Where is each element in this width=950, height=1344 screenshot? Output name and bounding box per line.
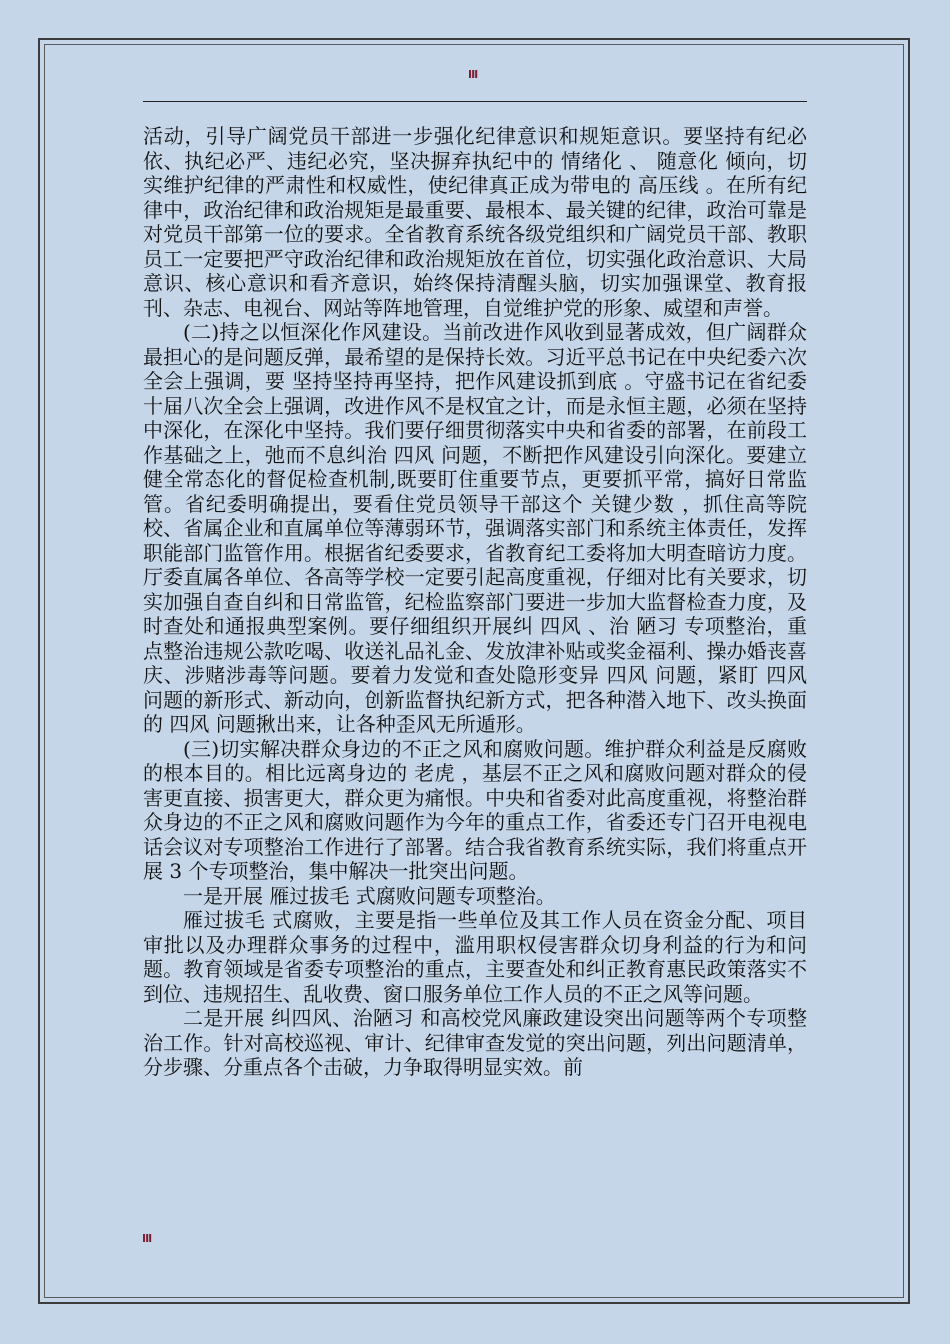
footer-mark: III xyxy=(142,1232,152,1245)
paragraph-item-1-heading: 一是开展 雁过拔毛 式腐败问题专项整治。 xyxy=(183,883,556,908)
paragraph-section-3: (三)切实解决群众身边的不正之风和腐败问题。维护群众利益是反腐败的根本目的。相比远离身边的 老虎 ，基层不正之风和腐败问题对群众的侵害更直接、损害更大，群众更为痛恨。中央和省委对此高度重视，将整治群众身边的不正之风和腐败问题作为今年的重点工作，省委还专门召开电视电话会议对专项整治工作进行了部署。结合我省教育系统实际，我们将重点开展 3 个专项整治，集中解决一批突出问题。 xyxy=(143,736,807,883)
paragraph-item-1-body: 雁过拔毛 式腐败，主要是指一些单位及其工作人员在资金分配、项目审批以及办理群众事务的过程中，滥用职权侵害群众切身利益的行为和问题。教育领域是省委专项整治的重点，主要查处和纠正教育惠民政策落实不到位、违规招生、乱收费、窗口服务单位工作人员的不正之风等问题。 xyxy=(143,908,807,1006)
paragraph-continuation: 活动，引导广阔党员干部进一步强化纪律意识和规矩意识。要坚持有纪必依、执纪必严、违纪必究，坚决摒弃执纪中的 情绪化 、 随意化 倾向，切实维护纪律的严肃性和权威性，使纪律真正成为带电的 高压线 。在所有纪律中，政治纪律和政治规矩是最重要、最根本、最关键的纪律，政治可靠是对党员干部第一位的要求。全省教育系统各级党组织和广阔党员干部、教职员工一定要把严守政治纪律和政治规矩放在首位，切实强化政治意识、大局意识、核心意识和看齐意识，始终保持清醒头脑，切实加强课堂、教育报刊、杂志、电视台、网站等阵地管理，自觉维护党的形象、威望和声誉。 xyxy=(143,124,807,320)
paragraph-section-2: (二)持之以恒深化作风建设。当前改进作风收到显著成效，但广阔群众最担心的是问题反弹，最希望的是保持长效。习近平总书记在中央纪委六次全会上强调，要 坚持坚持再坚持，把作风建设抓到底 。守盛书记在省纪委十届八次全会上强调，改进作风不是权宜之计，而是永恒主题，必须在坚持中深化，在深化中坚持。我们要仔细贯彻落实中央和省委的部署，在前段工作基础之上，弛而不息纠治 四风 问题，不断把作风建设引向深化。要建立健全常态化的督促检查机制,既要盯住重要节点，更要抓平常，搞好日常监管。省纪委明确提出，要看住党员领导干部这个 关键少数 ，抓住高等院校、省属企业和直属单位等薄弱环节，强调落实部门和系统主体责任，发挥职能部门监管作用。根据省纪委要求，省教育纪工委将加大明查暗访力度。厅委直属各单位、各高等学校一定要引起高度重视，仔细对比有关要求，切实加强自查自纠和日常监管，纪检监察部门要进一步加大监督检查力度，及时查处和通报典型案例。要仔细组织开展纠 四风 、治 陋习 专项整治，重点整治违规公款吃喝、收送礼品礼金、发放津补贴或奖金福利、操办婚丧喜庆、涉赌涉毒等问题。要着力发觉和查处隐形变异 四风 问题，紧盯 四风 问题的新形式、新动向，创新监督执纪新方式，把各种潜入地下、改头换面的 四风 问题揪出来，让各种歪风无所遁形。 xyxy=(143,320,807,736)
paragraph-item-2: 二是开展 纠四风、治陋习 和高校党风廉政建设突出问题等两个专项整治工作。针对高校巡视、审计、纪律审查发觉的突出问题，列出问题清单，分步骤、分重点各个击破，力争取得明显实效。前 xyxy=(143,1006,807,1079)
document-body xyxy=(143,124,807,1080)
header-rule xyxy=(143,101,807,102)
header-mark: III xyxy=(468,68,478,81)
